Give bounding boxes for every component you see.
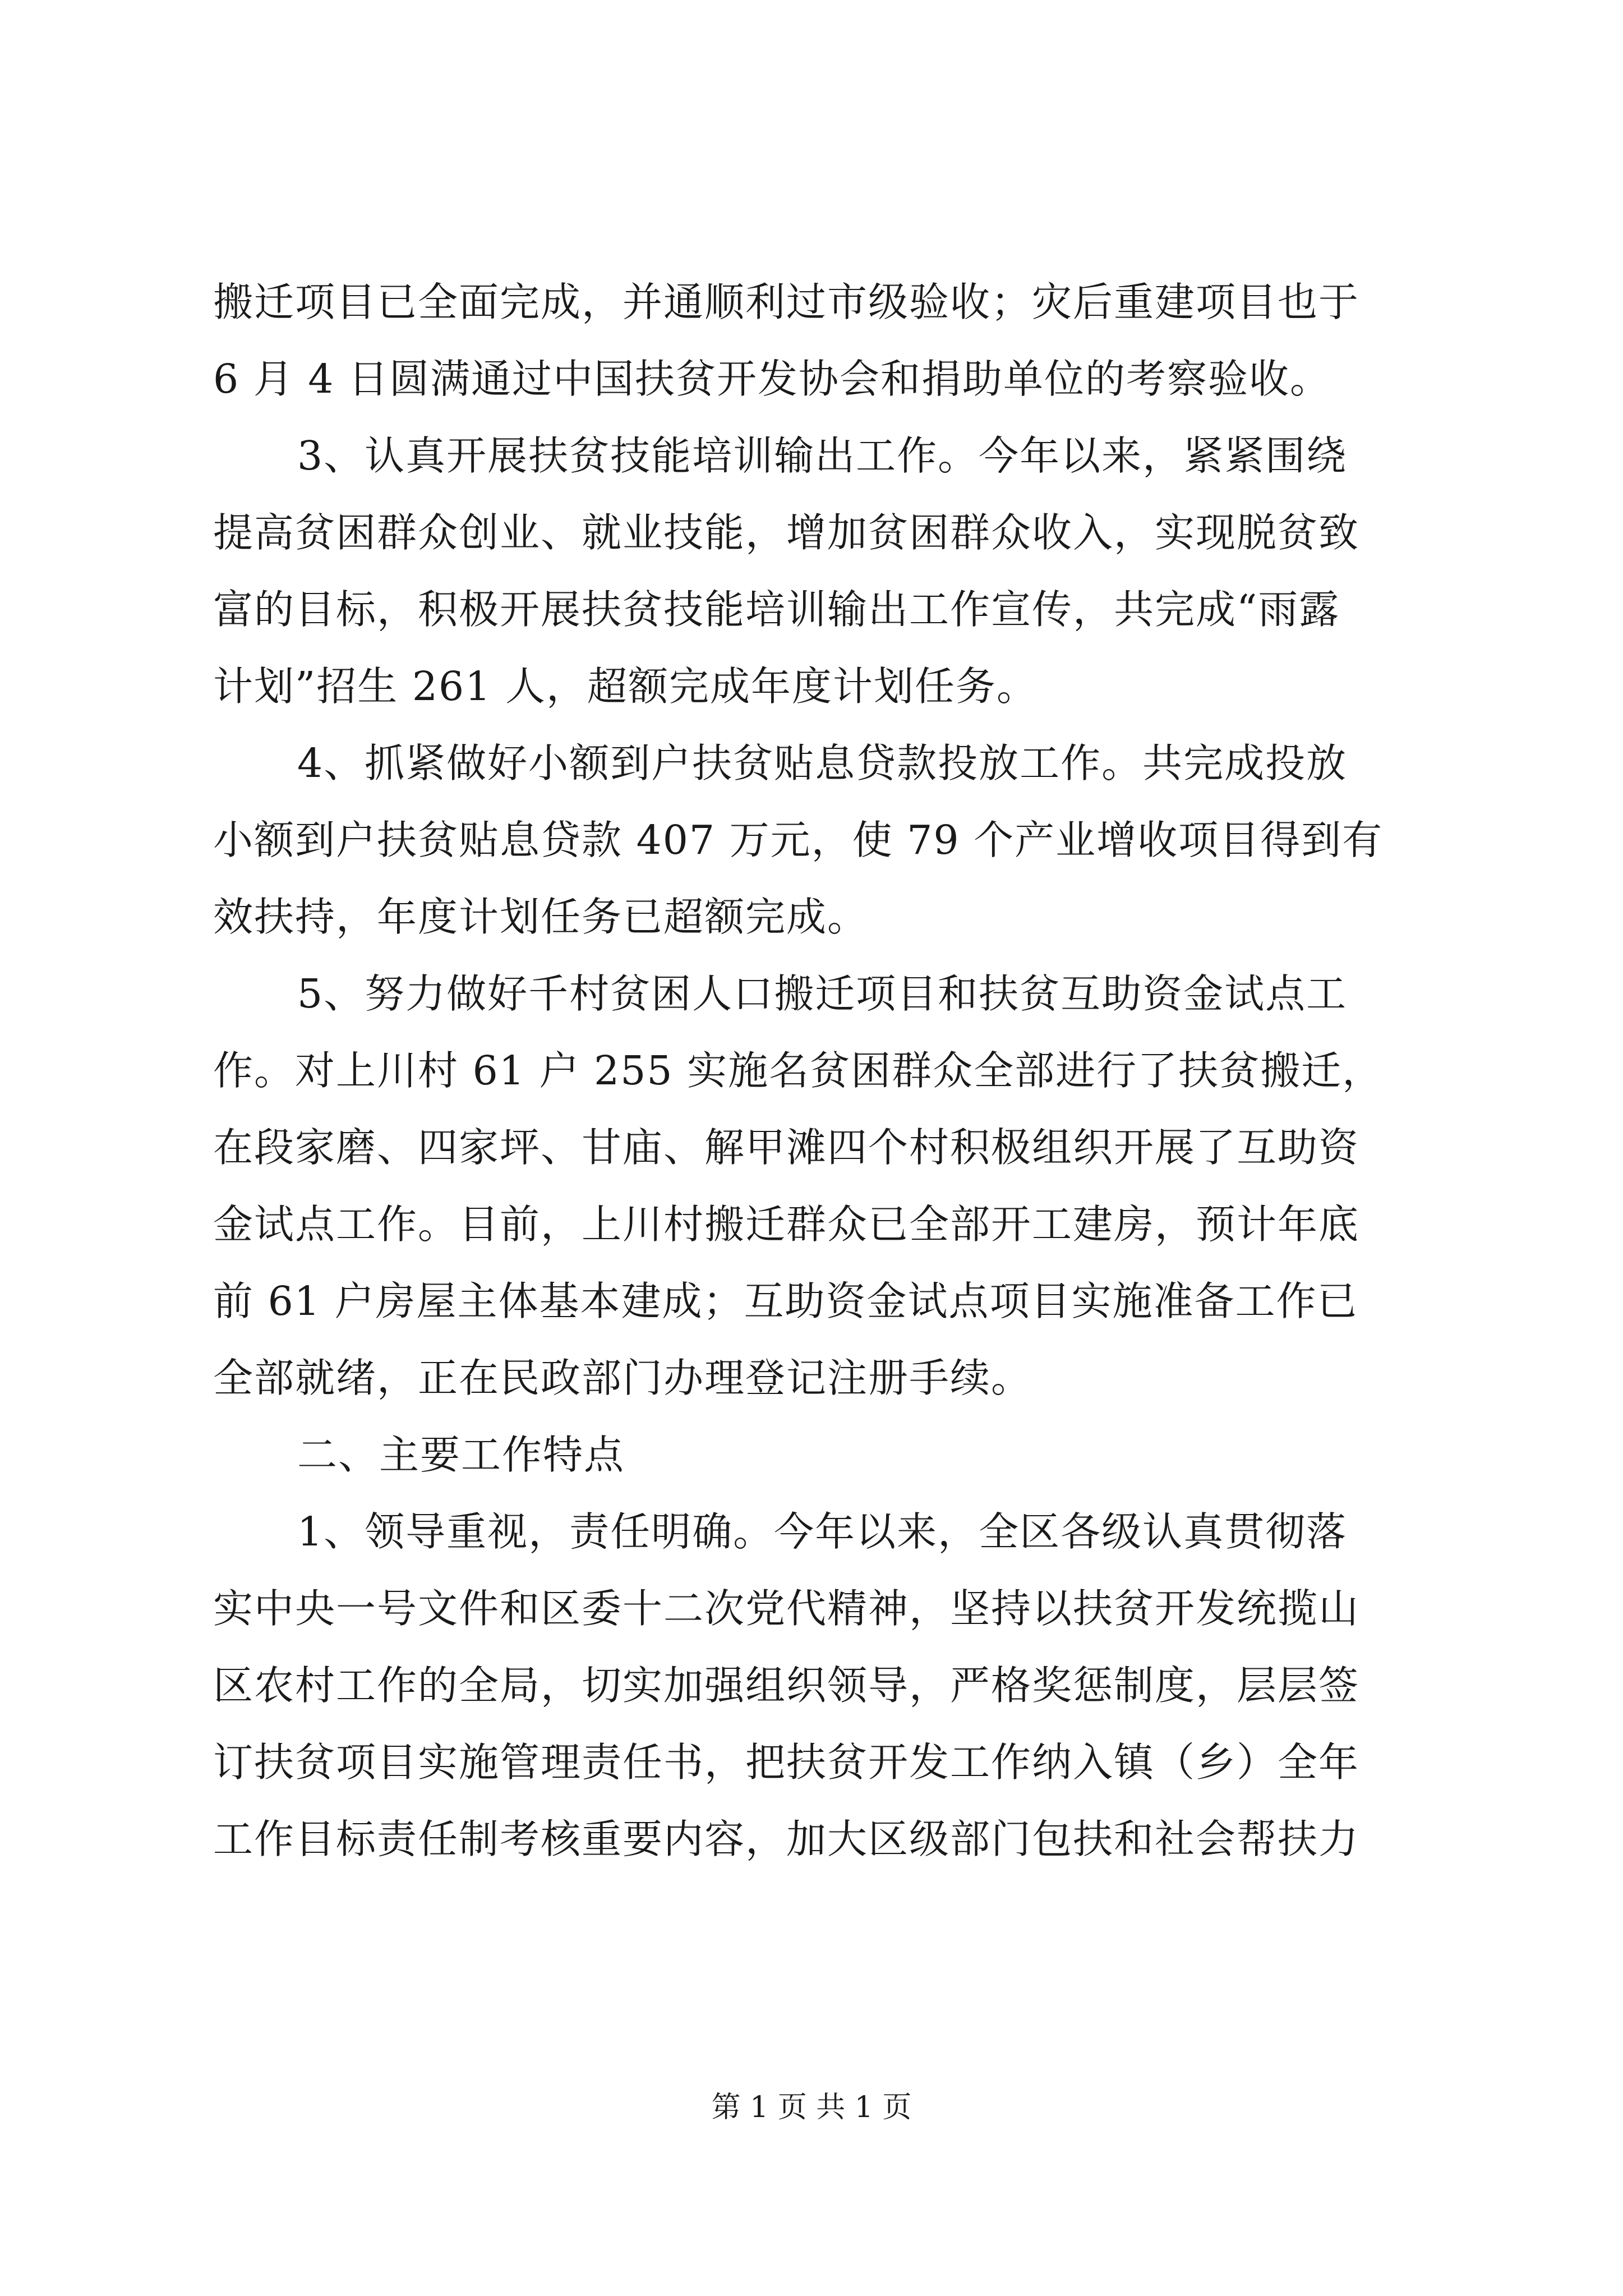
text-line: 订扶贫项目实施管理责任书，把扶贫开发工作纳入镇（乡）全年 — [213, 1739, 1360, 1786]
paragraph-start-line: 3、认真开展扶贫技能培训输出工作。今年以来，紧紧围绕 — [297, 432, 1348, 479]
text-line: 金试点工作。目前，上川村搬迁群众已全部开工建房，预计年底 — [213, 1201, 1360, 1248]
section-heading: 二、主要工作特点 — [297, 1432, 625, 1478]
paragraph-start-line: 4、抓紧做好小额到户扶贫贴息贷款投放工作。共完成投放 — [297, 740, 1348, 786]
text-line: 提高贫困群众创业、就业技能，增加贫困群众收入，实现脱贫致 — [213, 509, 1360, 556]
text-line: 计划”招生 261 人，超额完成年度计划任务。 — [213, 663, 1038, 710]
paragraph-start-line: 1、领导重视，责任明确。今年以来，全区各级认真贯彻落 — [297, 1508, 1348, 1555]
text-line: 区农村工作的全局，切实加强组织领导，严格奖惩制度，层层签 — [213, 1662, 1360, 1709]
text-line: 搬迁项目已全面完成，并通顺利过市级验收；灾后重建项目也于 — [213, 279, 1360, 325]
page-number-footer: 第 1 页 共 1 页 — [711, 2091, 912, 2124]
text-line: 作。对上川村 61 户 255 实施名贫困群众全部进行了扶贫搬迁， — [213, 1047, 1384, 1094]
text-line: 效扶持，年度计划任务已超额完成。 — [213, 894, 869, 940]
text-line: 小额到户扶贫贴息贷款 407 万元，使 79 个产业增收项目得到有 — [213, 817, 1384, 863]
text-line: 工作目标责任制考核重要内容，加大区级部门包扶和社会帮扶力 — [213, 1816, 1360, 1862]
text-line: 富的目标，积极开展扶贫技能培训输出工作宣传，共完成“雨露 — [213, 586, 1340, 633]
text-line: 前 61 户房屋主体基本建成；互助资金试点项目实施准备工作已 — [213, 1278, 1358, 1324]
text-line: 实中央一号文件和区委十二次党代精神，坚持以扶贫开发统揽山 — [213, 1585, 1360, 1632]
paragraph-start-line: 5、努力做好千村贫困人口搬迁项目和扶贫互助资金试点工 — [297, 970, 1348, 1017]
text-line: 全部就绪，正在民政部门办理登记注册手续。 — [213, 1355, 1032, 1401]
text-line: 在段家磨、四家坪、甘庙、解甲滩四个村积极组织开展了互助资 — [213, 1124, 1360, 1171]
text-line: 6 月 4 日圆满通过中国扶贫开发协会和捐助单位的考察验收。 — [213, 356, 1331, 402]
document-body — [213, 264, 1413, 1878]
